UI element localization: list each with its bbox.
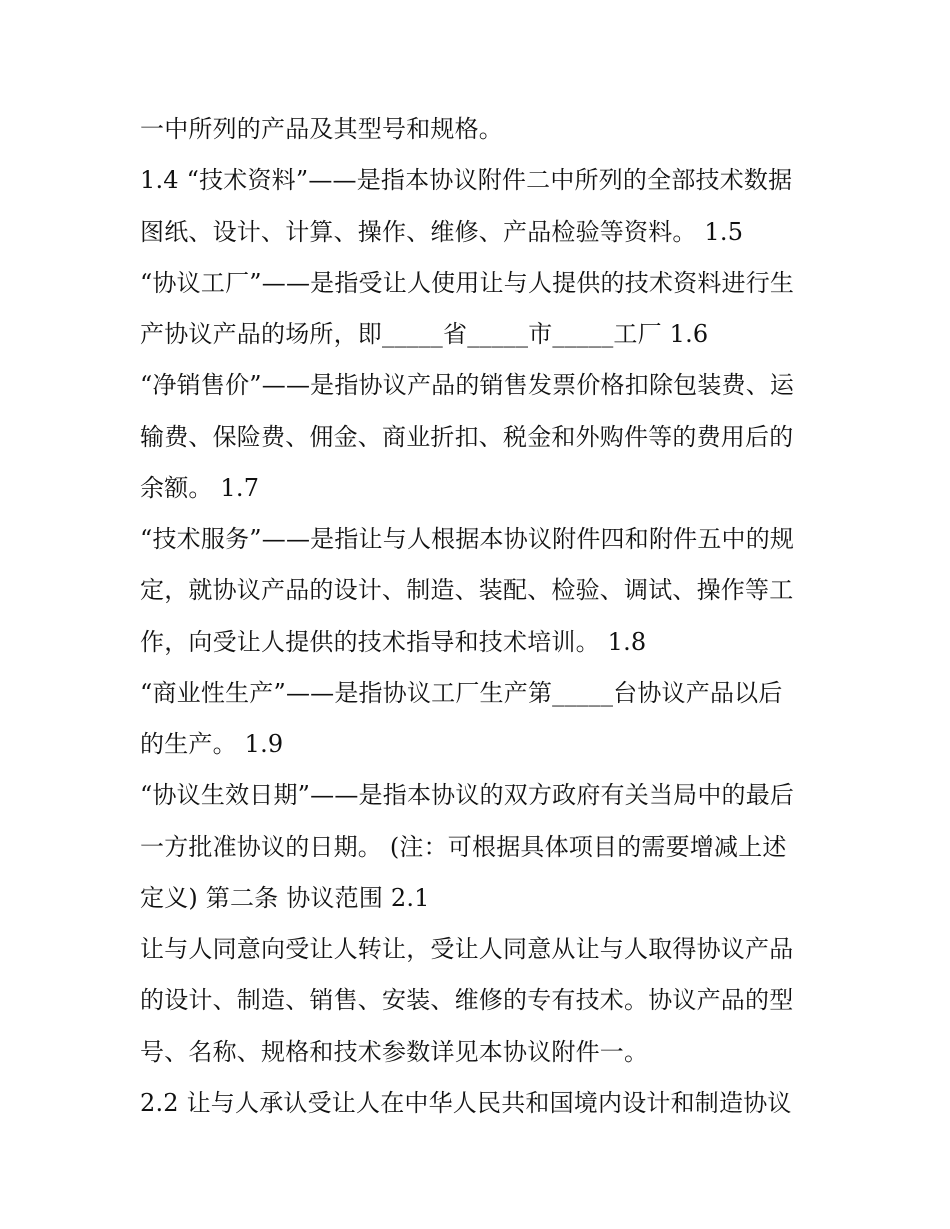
- text-line: 定，就协议产品的设计、制造、装配、检验、调试、操作等工: [140, 576, 794, 605]
- text-line: “净销售价”——是指协议产品的销售发票价格扣除包装费、运: [140, 371, 795, 400]
- text-line: 余额。 1.7: [140, 473, 260, 502]
- document-body: [140, 104, 820, 1129]
- text-line: 一方批准协议的日期。 (注：可根据具体项目的需要增减上述: [140, 832, 787, 861]
- text-line: 图纸、设计、计算、操作、维修、产品检验等资料。 1.5: [140, 217, 744, 246]
- text-line: 输费、保险费、佣金、商业折扣、税金和外购件等的费用后的: [140, 422, 794, 451]
- text-line: “商业性生产”——是指协议工厂生产第_____台协议产品以后: [140, 678, 783, 707]
- text-line: 号、名称、规格和技术参数详见本协议附件一。: [140, 1037, 649, 1066]
- text-line: “协议生效日期”——是指本协议的双方政府有关当局中的最后: [140, 781, 795, 810]
- text-line: 的生产。 1.9: [140, 730, 284, 758]
- text-line: 定义) 第二条 协议范围 2.1: [140, 883, 430, 912]
- text-line: 一中所列的产品及其型号和规格。: [140, 115, 503, 143]
- text-line: 1.4 “技术资料”——是指本协议附件二中所列的全部技术数据: [140, 166, 793, 195]
- text-line: “技术服务”——是指让与人根据本协议附件四和附件五中的规: [140, 525, 795, 553]
- text-line: 让与人同意向受让人转让，受让人同意从让与人取得协议产品: [140, 935, 794, 963]
- text-line: 作，向受让人提供的技术指导和技术培训。 1.8: [140, 627, 647, 656]
- text-line: 的设计、制造、销售、安装、维修的专有技术。协议产品的型: [140, 986, 794, 1015]
- text-line: “协议工厂”——是指受让人使用让与人提供的技术资料进行生: [140, 268, 795, 297]
- text-line: 2.2 让与人承认受让人在中华人民共和国境内设计和制造协议: [140, 1088, 792, 1117]
- text-line: 产协议产品的场所，即_____省_____市_____工厂 1.6: [140, 320, 709, 348]
